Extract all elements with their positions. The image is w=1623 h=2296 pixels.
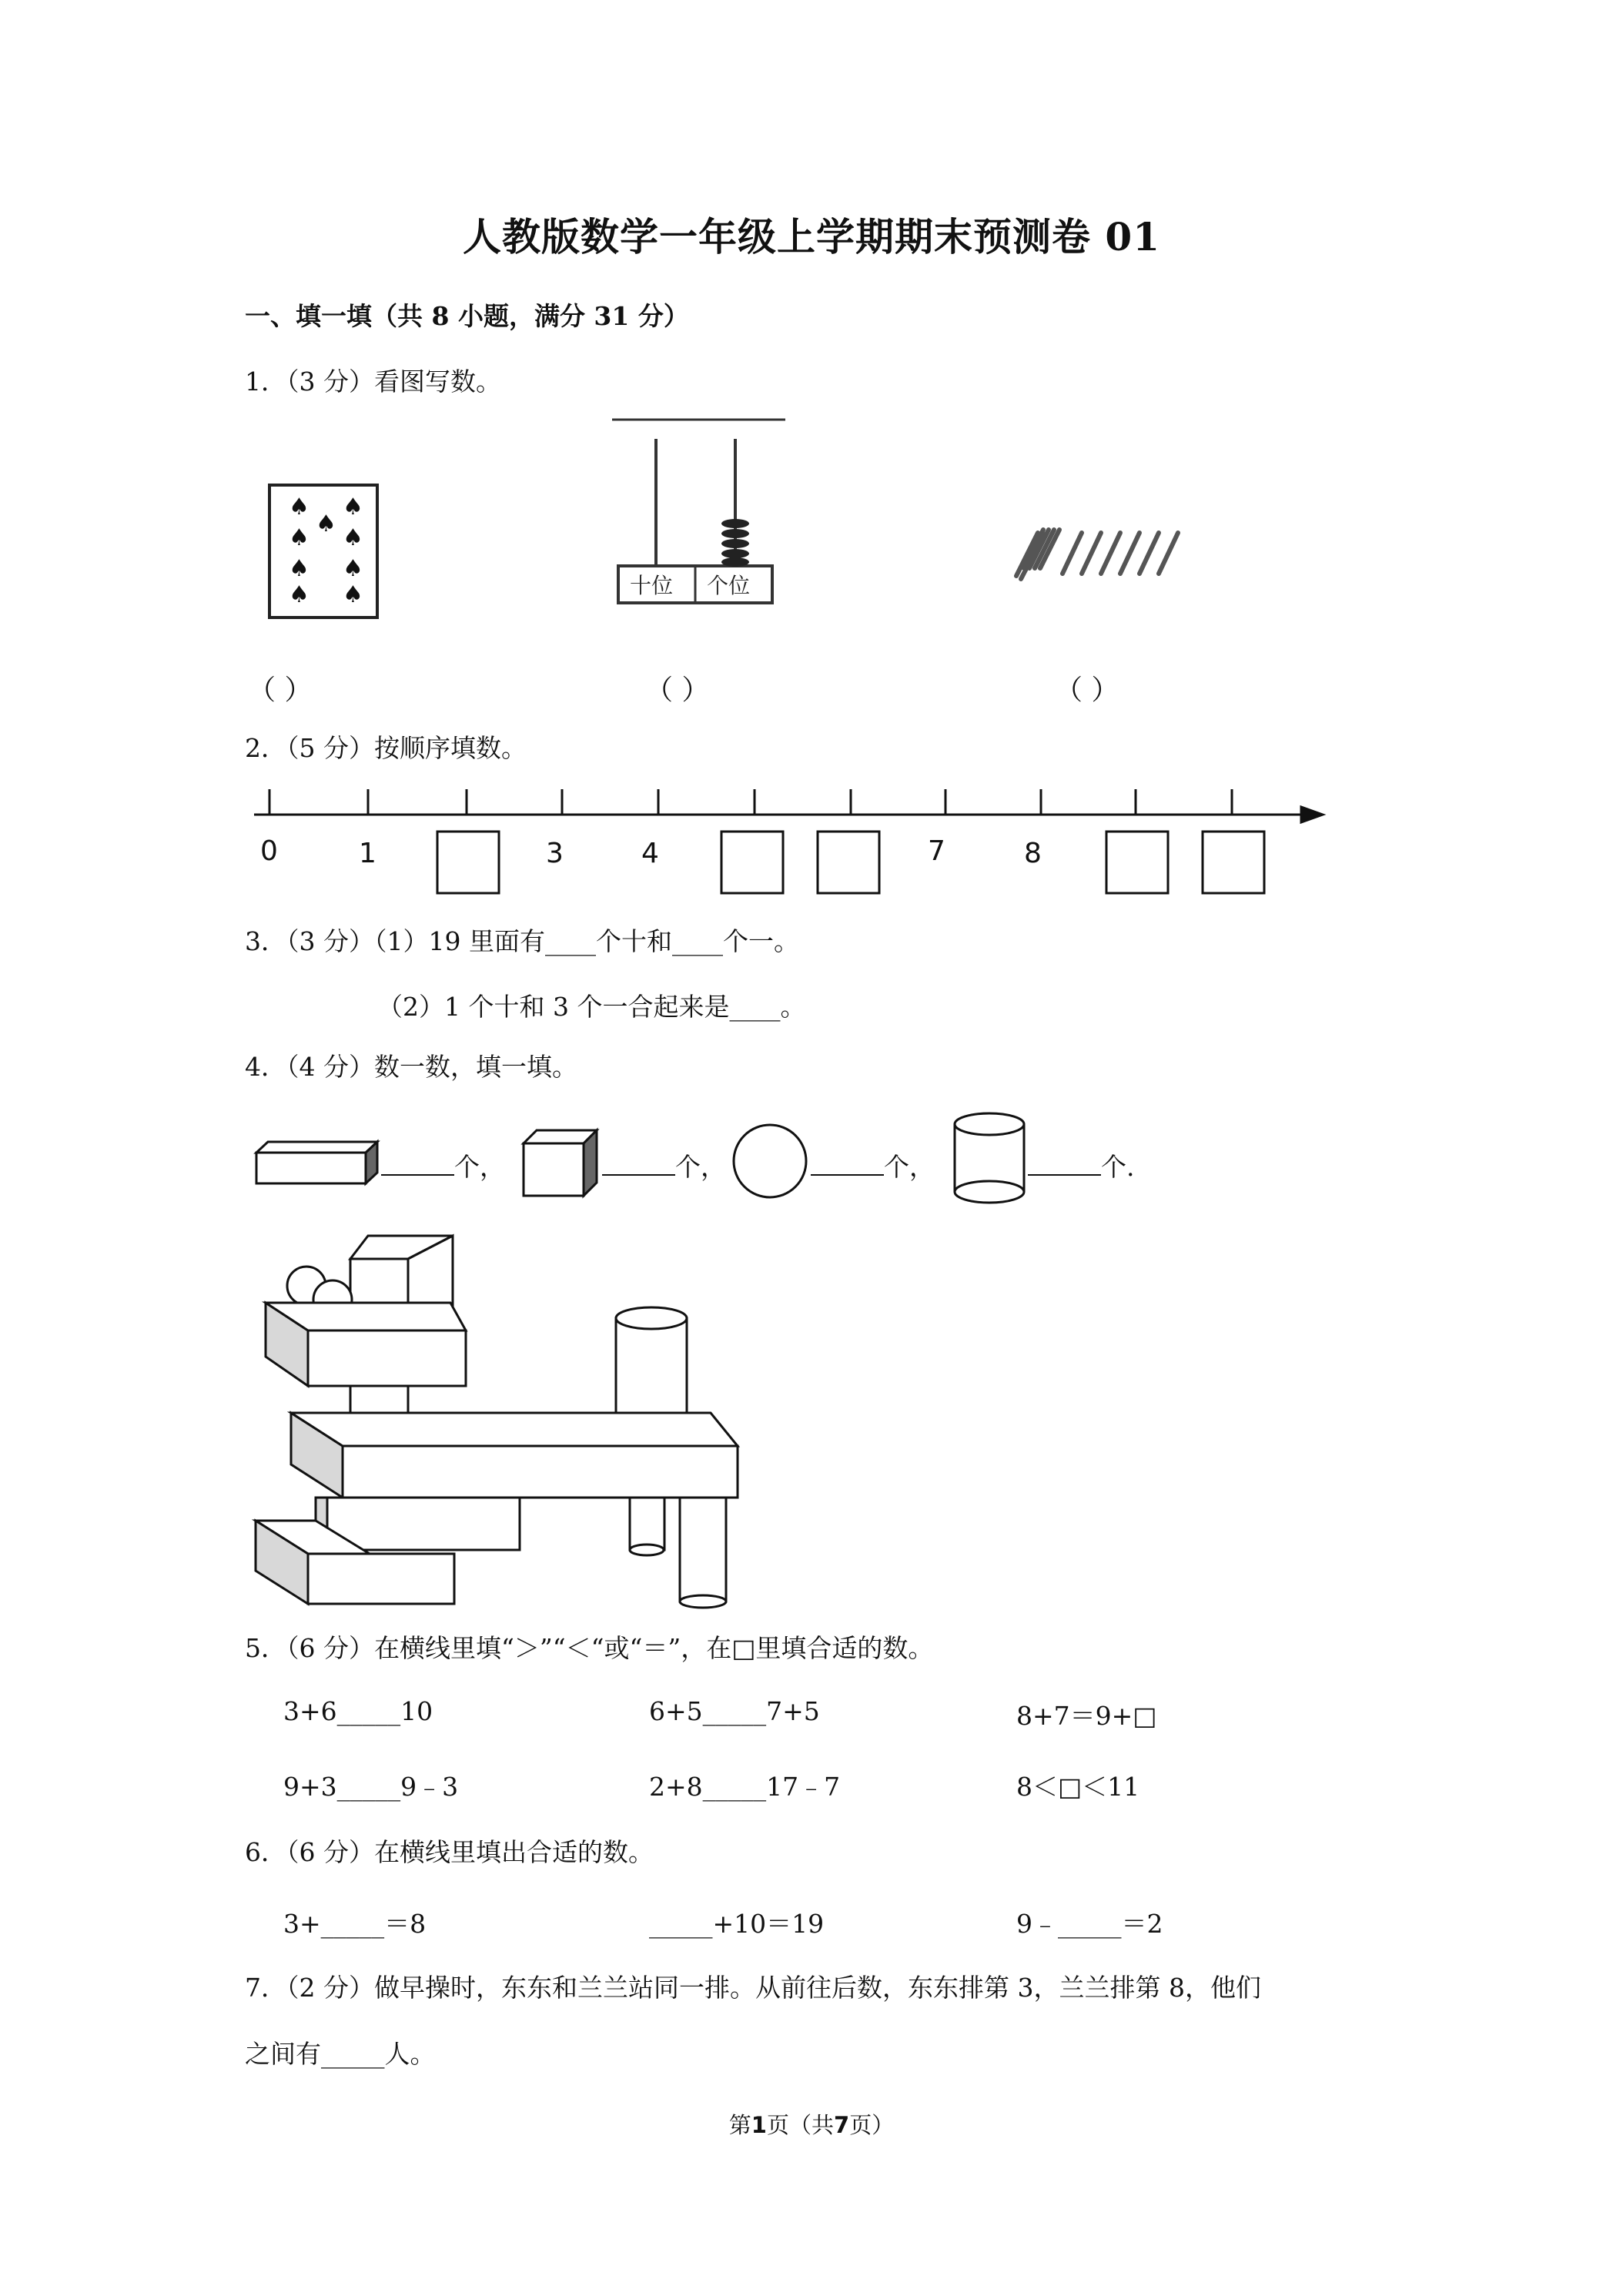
question-2: 2．（5 分）按顺序填数。 [245,733,527,763]
number-label: 4 [641,838,659,869]
cube-icon [524,1130,597,1196]
unit-label: 个. [1101,1152,1135,1182]
answer-paren-3[interactable]: （ ） [1055,674,1119,706]
question-7-line-2: 之间有_____人。 [245,2039,436,2069]
fill-item[interactable]: _____+10＝19 [649,1909,825,1939]
unit-label: 个， [675,1152,726,1182]
answer-box [721,832,783,893]
number-label: 3 [546,838,564,869]
svg-text:♠: ♠ [316,510,336,537]
answer-paren-2[interactable]: （ ） [645,674,710,706]
svg-text:♠: ♠ [289,581,310,608]
page-number: 1 [751,2112,767,2138]
count-cube-blank[interactable] [602,1147,726,1183]
question-1: 1．（3 分）看图写数。 [245,366,501,397]
number-label: 0 [260,835,278,867]
number-label: 1 [359,838,376,869]
answer-box [1106,832,1168,893]
svg-text:♠: ♠ [289,494,310,520]
number-label: 8 [1024,838,1042,869]
compare-item[interactable]: 2+8_____17﹣7 [649,1772,841,1802]
abacus-ones-label: 个位 [707,573,751,598]
cylinder-icon [955,1113,1024,1203]
compare-item[interactable]: 6+5_____7+5 [649,1696,820,1726]
svg-text:♠: ♠ [343,524,363,551]
question-3-part-2: （2）1 个十和 3 个一合起来是____。 [377,992,806,1022]
svg-text:♠: ♠ [343,555,363,582]
fill-item[interactable]: 9﹣_____＝2 [1016,1909,1163,1939]
page-total: 7 [834,2112,850,2138]
compare-item[interactable]: 3+6_____10 [283,1696,433,1726]
cuboid-icon [256,1142,377,1183]
section-heading: 一、填一填（共 8 小题，满分 31 分） [245,301,689,331]
number-label: 7 [928,835,945,867]
page-title: 人教版数学一年级上学期期末预测卷 01 [463,214,1160,259]
fill-item[interactable]: 3+_____＝8 [283,1909,427,1939]
svg-text:♠: ♠ [289,555,310,582]
svg-text:♠: ♠ [343,494,363,520]
count-sphere-blank[interactable] [811,1147,935,1183]
unit-label: 个， [884,1152,935,1182]
svg-text:♠: ♠ [343,581,363,608]
compare-item[interactable]: 8+7＝9+□ [1016,1701,1157,1731]
question-5: 5．（6 分）在横线里填“＞”“＜“或“＝”，在□里填合适的数。 [245,1633,934,1663]
blocks-figure [256,1236,738,1608]
answer-box [1203,832,1264,893]
sphere-icon [734,1125,806,1197]
answer-paren-1[interactable]: （ ） [248,674,313,706]
count-cuboid-blank[interactable] [381,1147,505,1183]
answer-box [437,832,499,893]
compare-item[interactable]: 8＜□＜11 [1016,1772,1140,1802]
number-line [254,789,1323,893]
question-6: 6．（6 分）在横线里填出合适的数。 [245,1837,654,1867]
sticks-figure [1016,530,1178,579]
question-4: 4．（4 分）数一数，填一填。 [245,1052,577,1082]
page-footer: 第1页（共7页） [728,2112,895,2138]
abacus-figure [612,420,785,603]
unit-label: 个， [454,1152,505,1182]
question-7-line-1: 7．（2 分）做早操时，东东和兰兰站同一排。从前往后数，东东排第 3，兰兰排第 8，他们 [245,1973,1261,2003]
count-cylinder-blank[interactable] [1028,1147,1135,1183]
answer-box [818,832,879,893]
abacus-tens-label: 十位 [630,573,674,598]
svg-text:♠: ♠ [289,524,310,551]
playing-card-figure [269,485,377,618]
compare-item[interactable]: 9+3_____9﹣3 [283,1772,459,1802]
question-3-part-1: 3．（3 分）（1）19 里面有____个十和____个一。 [245,926,799,956]
